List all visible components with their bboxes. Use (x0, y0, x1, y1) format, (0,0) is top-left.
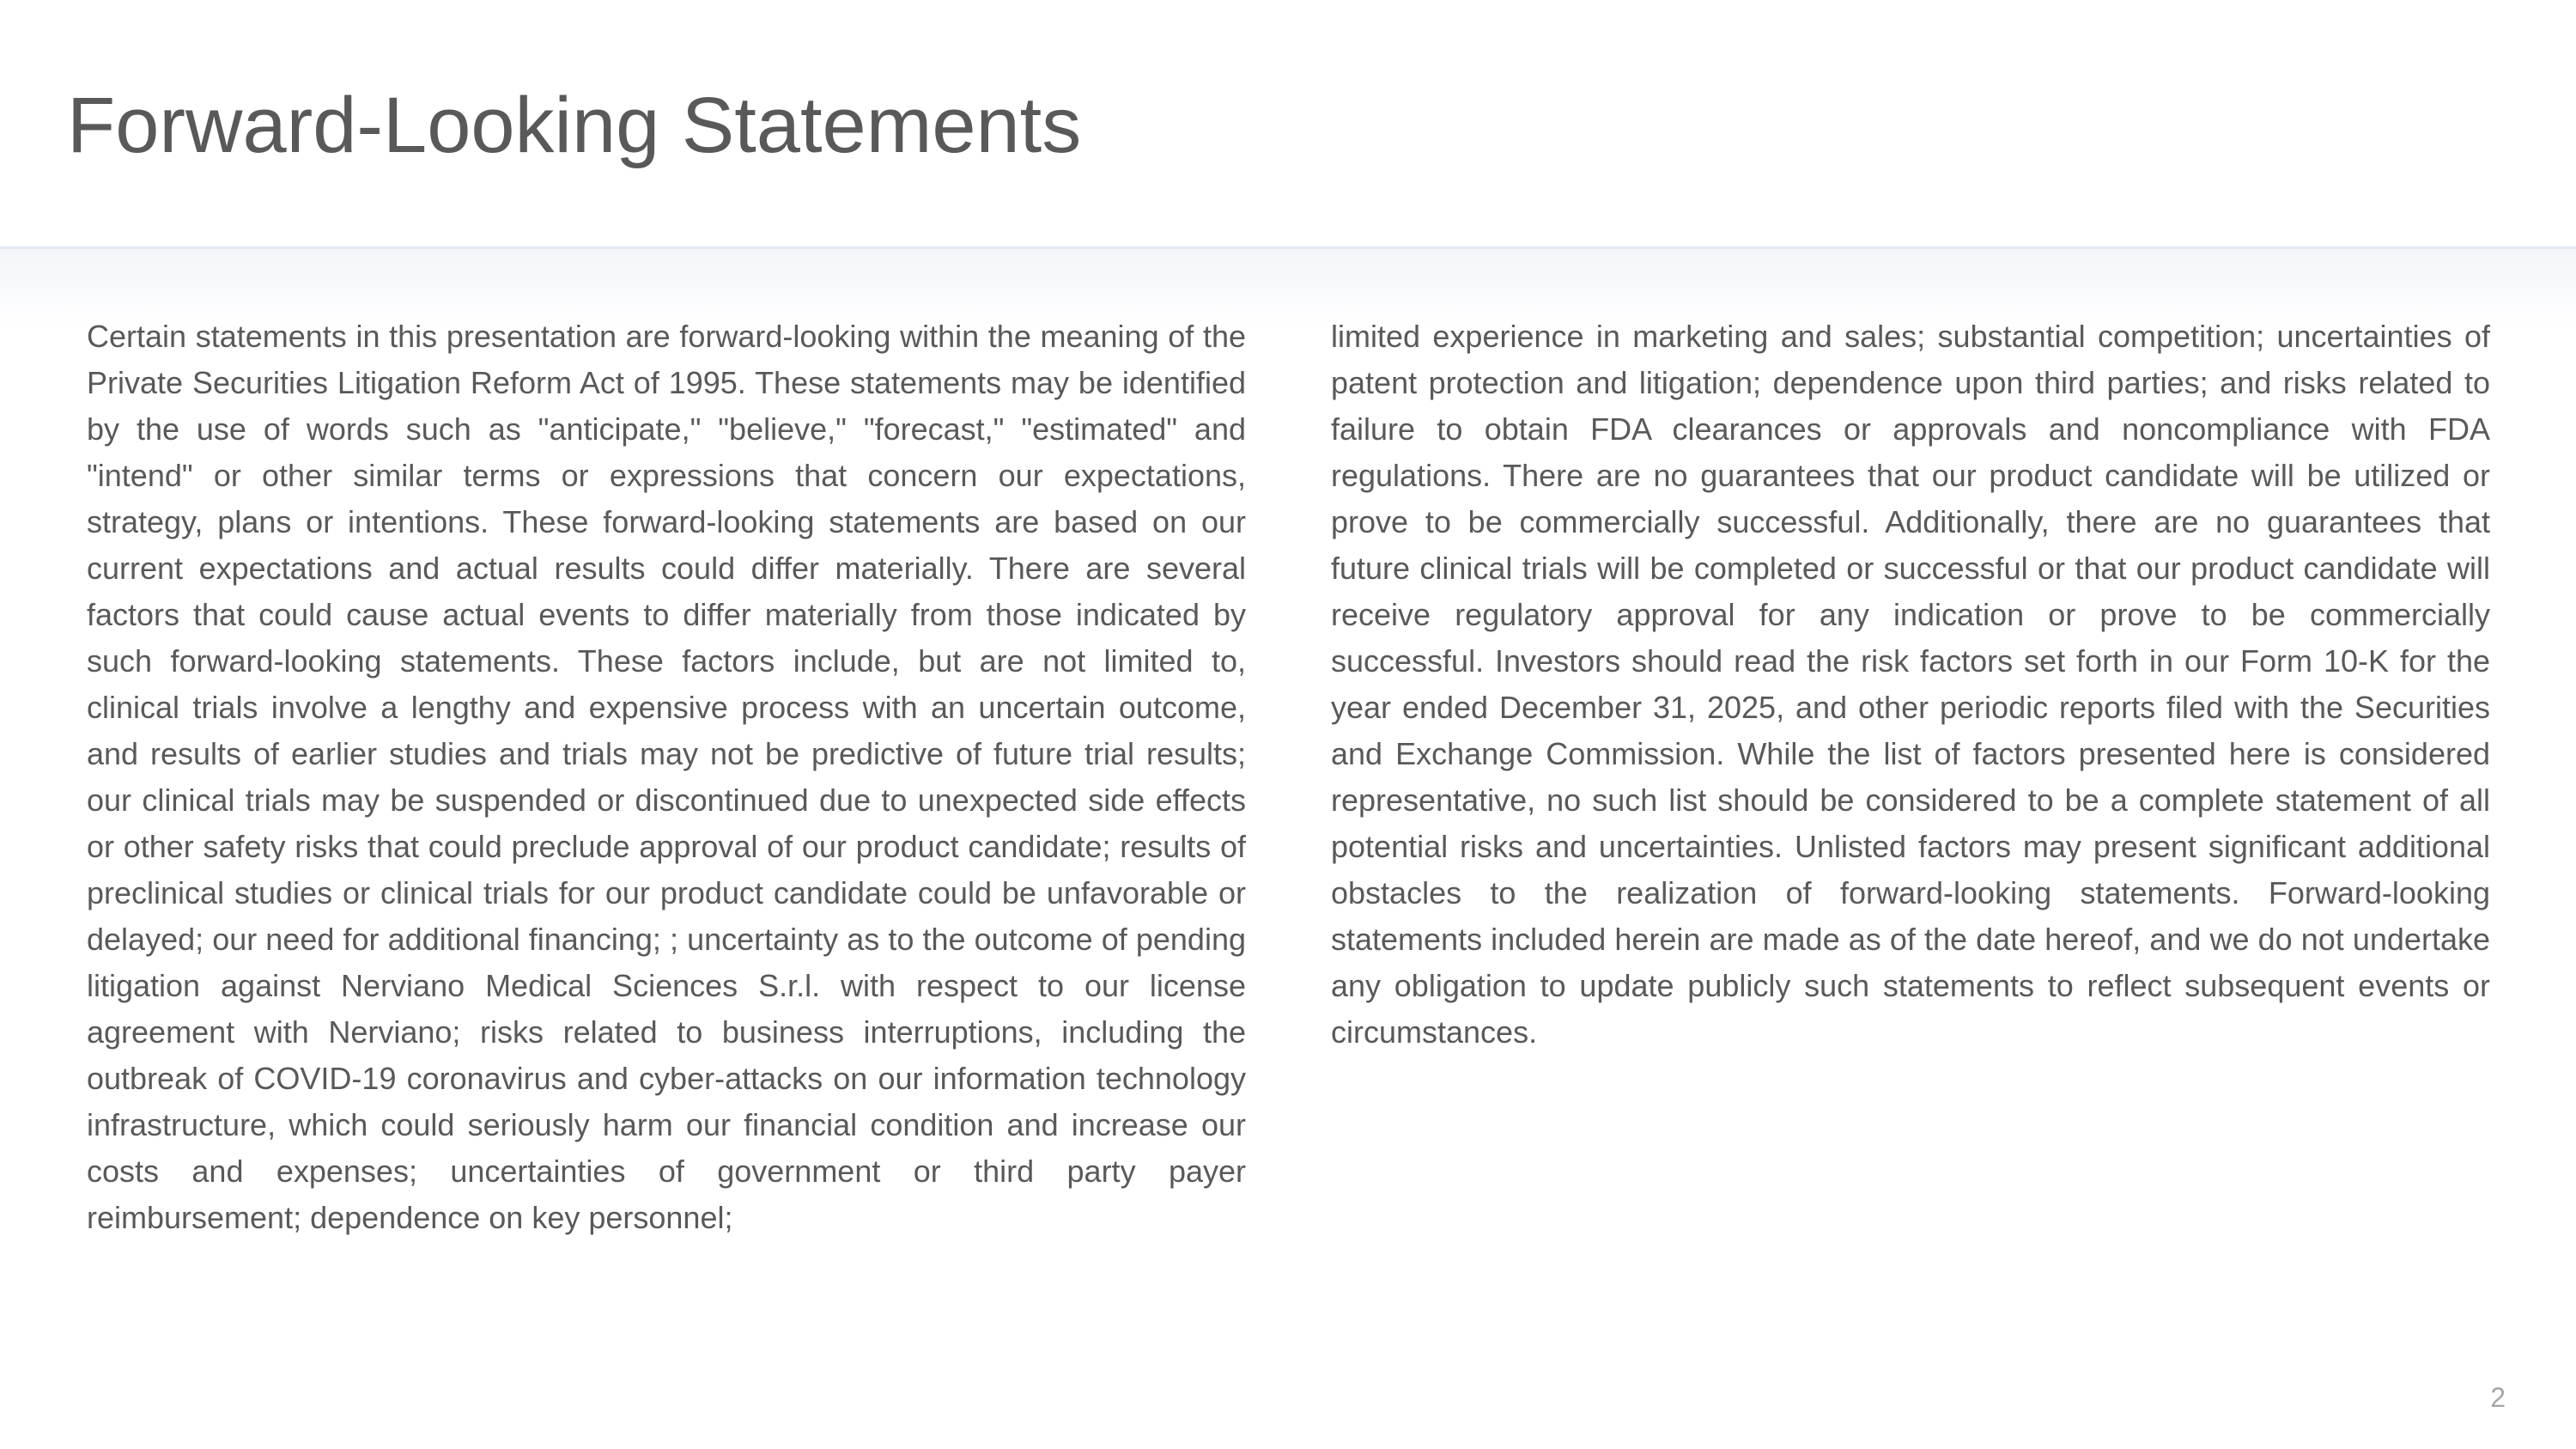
slide-header (0, 0, 2576, 247)
body-text-left-column: Certain statements in this presentation are forward-looking within the meaning of the Private Securities Litigation Reform Act of 1995. These statements may be identified by the use of words such as "anticipate," "believe," "forecast," "estimated" and "intend" or other similar terms or expressions that concern our expectations, strategy, plans or intentions. These forward-looking statements are based on our current expectations and actual results could differ materially. There are several factors that could cause actual events to differ materially from those indicated by such forward-looking statements. These factors include, but are not limited to, clinical trials involve a lengthy and expensive process with an uncertain outcome, and results of earlier studies and trials may not be predictive of future trial results; our clinical trials may be suspended or discontinued due to unexpected side effects or other safety risks that could preclude approval of our product candidate; results of preclinical studies or clinical trials for our product candidate could be unfavorable or delayed; our need for additional financing; ; uncertainty as to the outcome of pending litigation against Nerviano Medical Sciences S.r.l. with respect to our license agreement with Nerviano; risks related to business interruptions, including the outbreak of COVID-19 coronavirus and cyber-attacks on our information technology infrastructure, which could seriously harm our financial condition and increase our costs and expenses; uncertainties of government or third party payer reimbursement; dependence on key personnel; (87, 319, 1246, 1235)
page-number: 2 (2490, 1382, 2506, 1413)
body-text-right-column: limited experience in marketing and sales; substantial competition; uncertainties of patent protection and litigation; dependence upon third parties; and risks related to failure to obtain FDA clearances or approvals and noncompliance with FDA regulations. There are no guarantees that our product candidate will be utilized or prove to be commercially successful. Additionally, there are no guarantees that future clinical trials will be completed or successful or that our product candidate will receive regulatory approval for any indication or prove to be commercially successful. Investors should read the risk factors set forth in our Form 10-K for the year ended December 31, 2025, and other periodic reports filed with the Securities and Exchange Commission. While the list of factors presented here is considered representative, no such list should be considered to be a complete statement of all potential risks and uncertainties. Unlisted factors may present significant additional obstacles to the realization of forward-looking statements. Forward-looking statements included herein are made as of the date hereof, and we do not undertake any obligation to update publicly such statements to reflect subsequent events or circumstances. (1331, 319, 2490, 1050)
slide-title: Forward-Looking Statements (67, 82, 1082, 169)
